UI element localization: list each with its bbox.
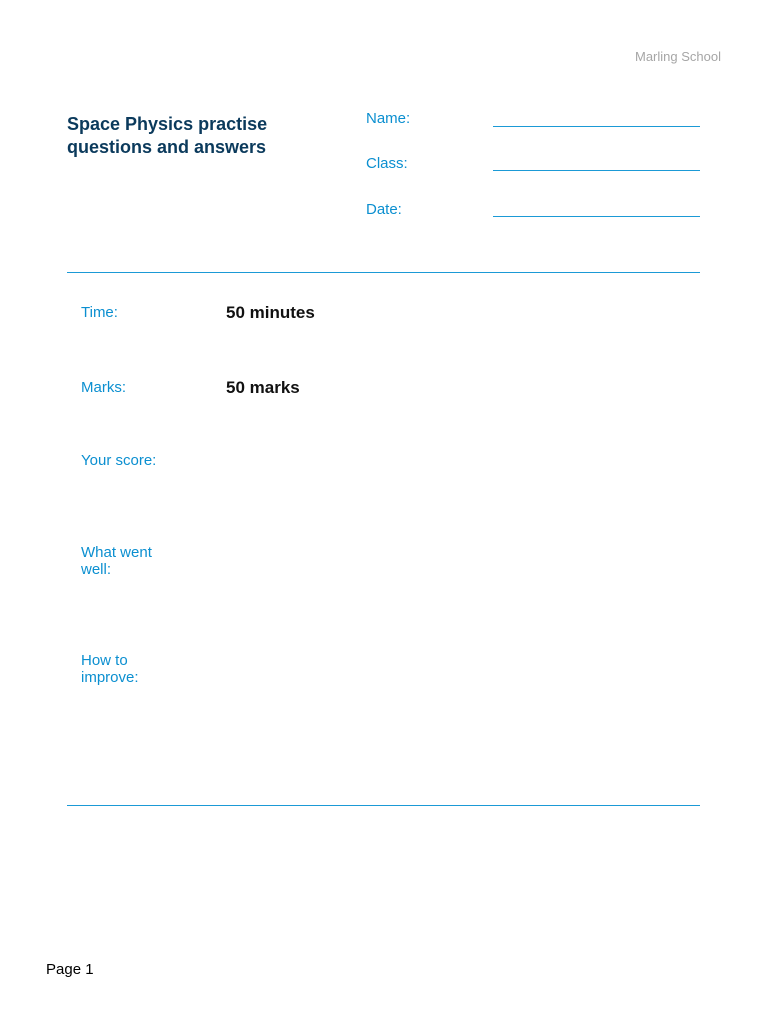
time-label: Time: [81,304,118,321]
bottom-divider [67,805,700,806]
date-field[interactable] [493,216,700,217]
name-field[interactable] [493,126,700,127]
name-label: Name: [366,110,411,127]
marks-label: Marks: [81,379,126,396]
class-field[interactable] [493,170,700,171]
marks-value: 50 marks [226,378,300,397]
school-name: Marling School [635,49,721,64]
time-value: 50 minutes [226,303,315,322]
page-title: Space Physics practise questions and answers [67,114,268,157]
went-well-label: What went well: [81,544,152,578]
improve-label: How to improve: [81,652,139,686]
score-label: Your score: [81,452,157,469]
date-label: Date: [366,201,402,218]
class-label: Class: [366,155,408,172]
page-number: Page 1 [46,961,94,978]
top-divider [67,272,700,273]
